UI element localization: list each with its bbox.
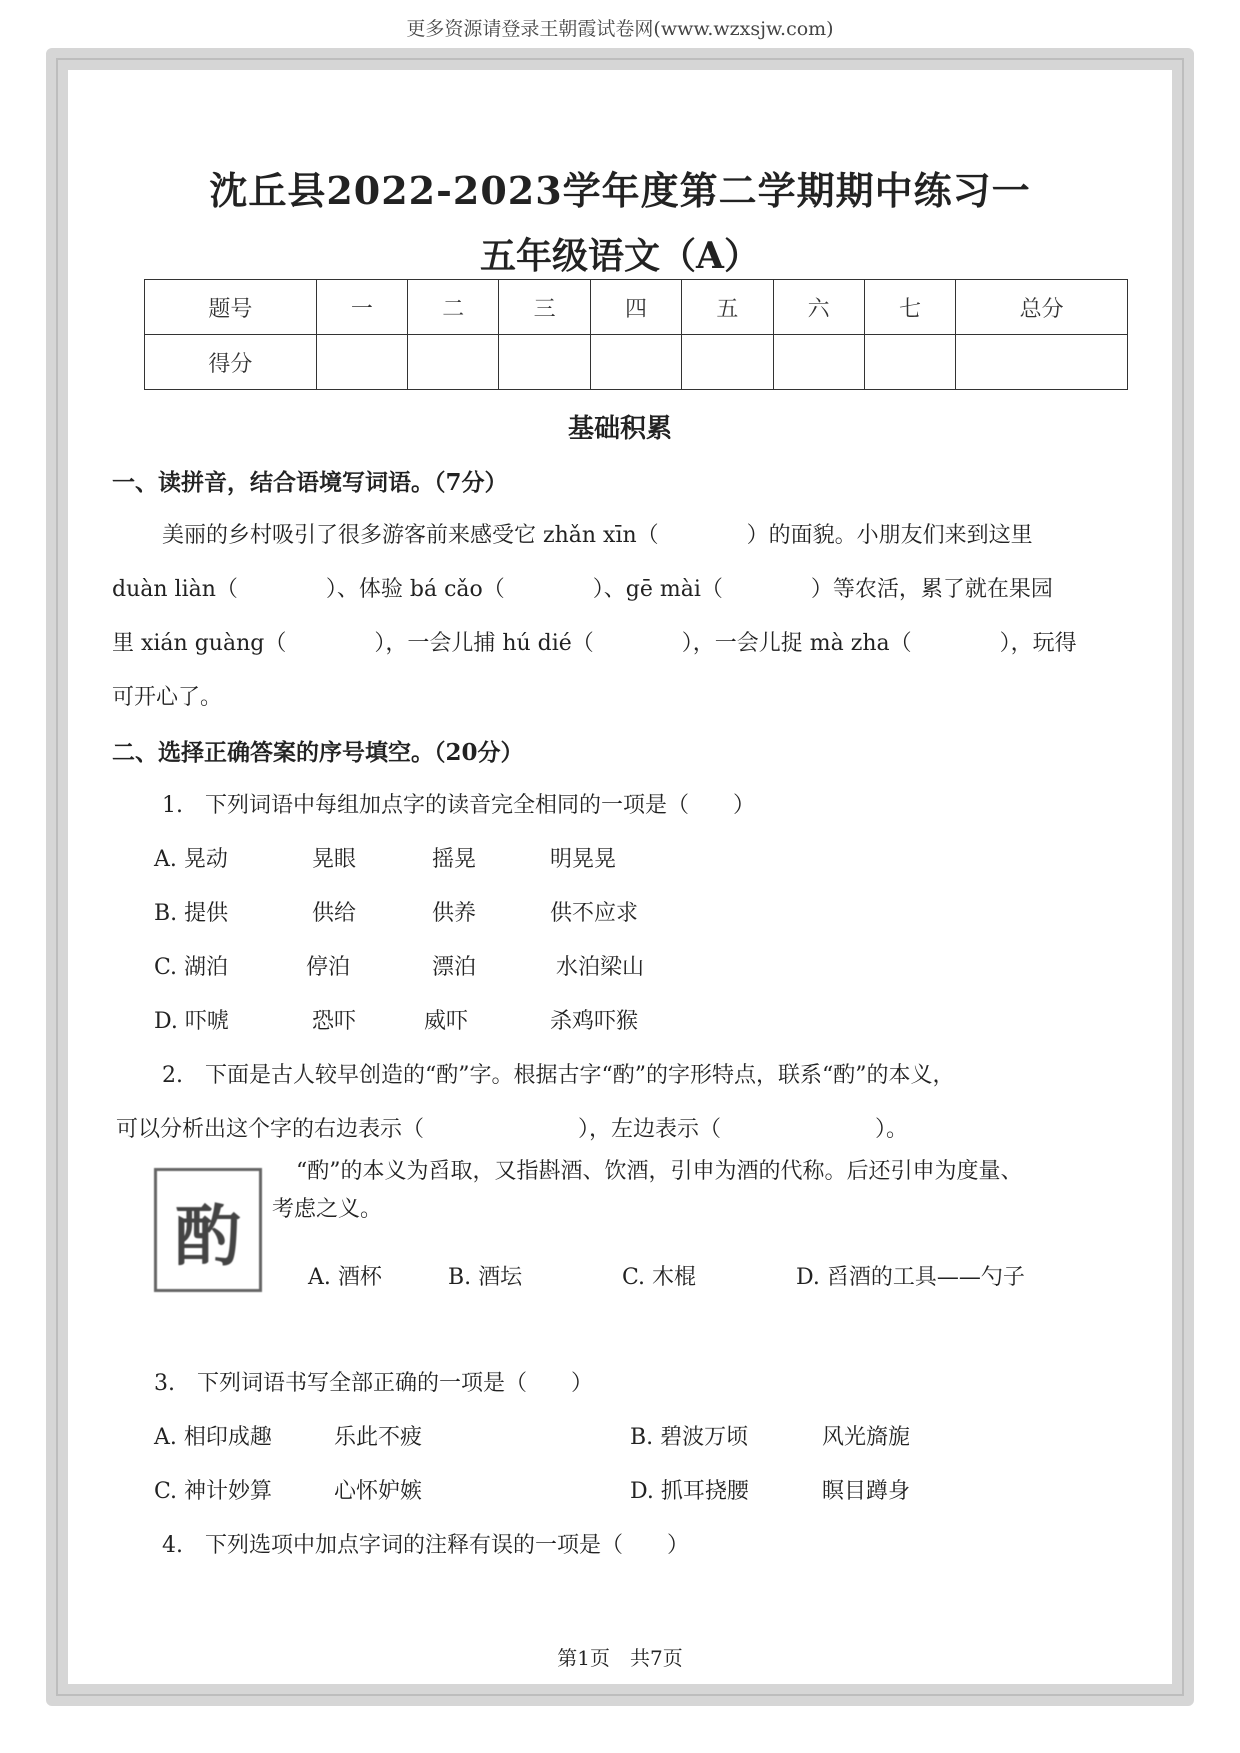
score-cell[interactable] [682,335,773,390]
question-2-3-option: D. 抓耳挠腰 [630,1479,749,1504]
question-2-3-option: 瞑目蹲身 [822,1479,911,1504]
score-cell[interactable] [408,335,499,390]
score-header-cell: 一 [316,280,407,335]
score-cell[interactable] [956,335,1128,390]
site-banner: 更多资源请登录王朝霞试卷网(www.wzxsjw.com) [406,18,834,40]
question-2-2-option: C. 木棍 [622,1265,697,1290]
question-2-2-stem: 2. 下面是古人较早创造的“酌”字。根据古字“酌”的字形特点，联系“酌”的本义， [162,1063,955,1088]
score-row-label: 得分 [145,335,317,390]
question-2-4-stem: 4. 下列选项中加点字词的注释有误的一项是（ ） [162,1533,689,1558]
exam-subtitle: 五年级语文（A） [480,235,760,277]
question-2-title: 二、选择正确答案的序号填空。（20分） [112,739,524,766]
question-1-title: 一、读拼音，结合语境写词语。（7分） [112,469,508,496]
question-2-2-option: B. 酒坛 [448,1265,523,1290]
question-1-line: 美丽的乡村吸引了很多游客前来感受它 zhǎn xīn（ ）的面貌。小朋友们来到这里 [162,523,1033,548]
question-2-2-description: “酌”的本义为舀取，又指斟酒、饮酒，引申为酒的代称。后还引申为度量、 [296,1159,1023,1184]
score-header-cell: 三 [499,280,590,335]
page-number: 第1页 共7页 [557,1646,683,1670]
question-2-3-option: 心怀妒嫉 [334,1479,423,1504]
score-header-cell: 四 [590,280,681,335]
score-cell[interactable] [590,335,681,390]
question-2-3-option: A. 相印成趣 [154,1425,272,1450]
score-table-header-row [145,280,1128,335]
score-cell[interactable] [499,335,590,390]
section-heading: 基础积累 [567,414,672,444]
score-header-cell: 七 [864,280,955,335]
question-1-line: 里 xián guàng（ ），一会儿捕 hú dié（ ），一会儿捉 mà zha（ ），玩得 [112,631,1077,656]
question-1-line: duàn liàn（ ）、体验 bá cǎo（ ）、gē mài（ ）等农活，累了就在果园 [112,577,1053,602]
score-table [144,279,1128,390]
score-header-cell: 总分 [956,280,1128,335]
score-cell[interactable] [773,335,864,390]
score-header-cell: 题号 [145,280,317,335]
exam-title: 沈丘县2022-2023学年度第二学期期中练习一 [209,168,1031,213]
score-cell[interactable] [316,335,407,390]
question-2-3-option: C. 神计妙算 [154,1479,273,1504]
score-header-cell: 六 [773,280,864,335]
question-2-2-stem: 可以分析出这个字的右边表示（ ），左边表示（ ）。 [116,1117,909,1142]
question-2-2-option: A. 酒杯 [308,1265,382,1290]
question-2-3-stem: 3. 下列词语书写全部正确的一项是（ ） [154,1371,593,1396]
question-2-3-option: 乐此不疲 [334,1425,423,1450]
score-table-score-row [145,335,1128,390]
score-header-cell: 五 [682,280,773,335]
question-2-3-option: B. 碧波万顷 [630,1425,749,1450]
question-2-2-option: D. 舀酒的工具——勺子 [796,1265,1025,1290]
question-2-1-stem: 1. 下列词语中每组加点字的读音完全相同的一项是（ ） [162,793,755,818]
question-2-3-option: 风光旖旎 [822,1425,911,1450]
question-1-line: 可开心了。 [112,685,223,710]
score-cell[interactable] [864,335,955,390]
ancient-character-image: 酌 [154,1168,262,1292]
score-header-cell: 二 [408,280,499,335]
question-2-2-description: 考虑之义。 [272,1197,383,1222]
